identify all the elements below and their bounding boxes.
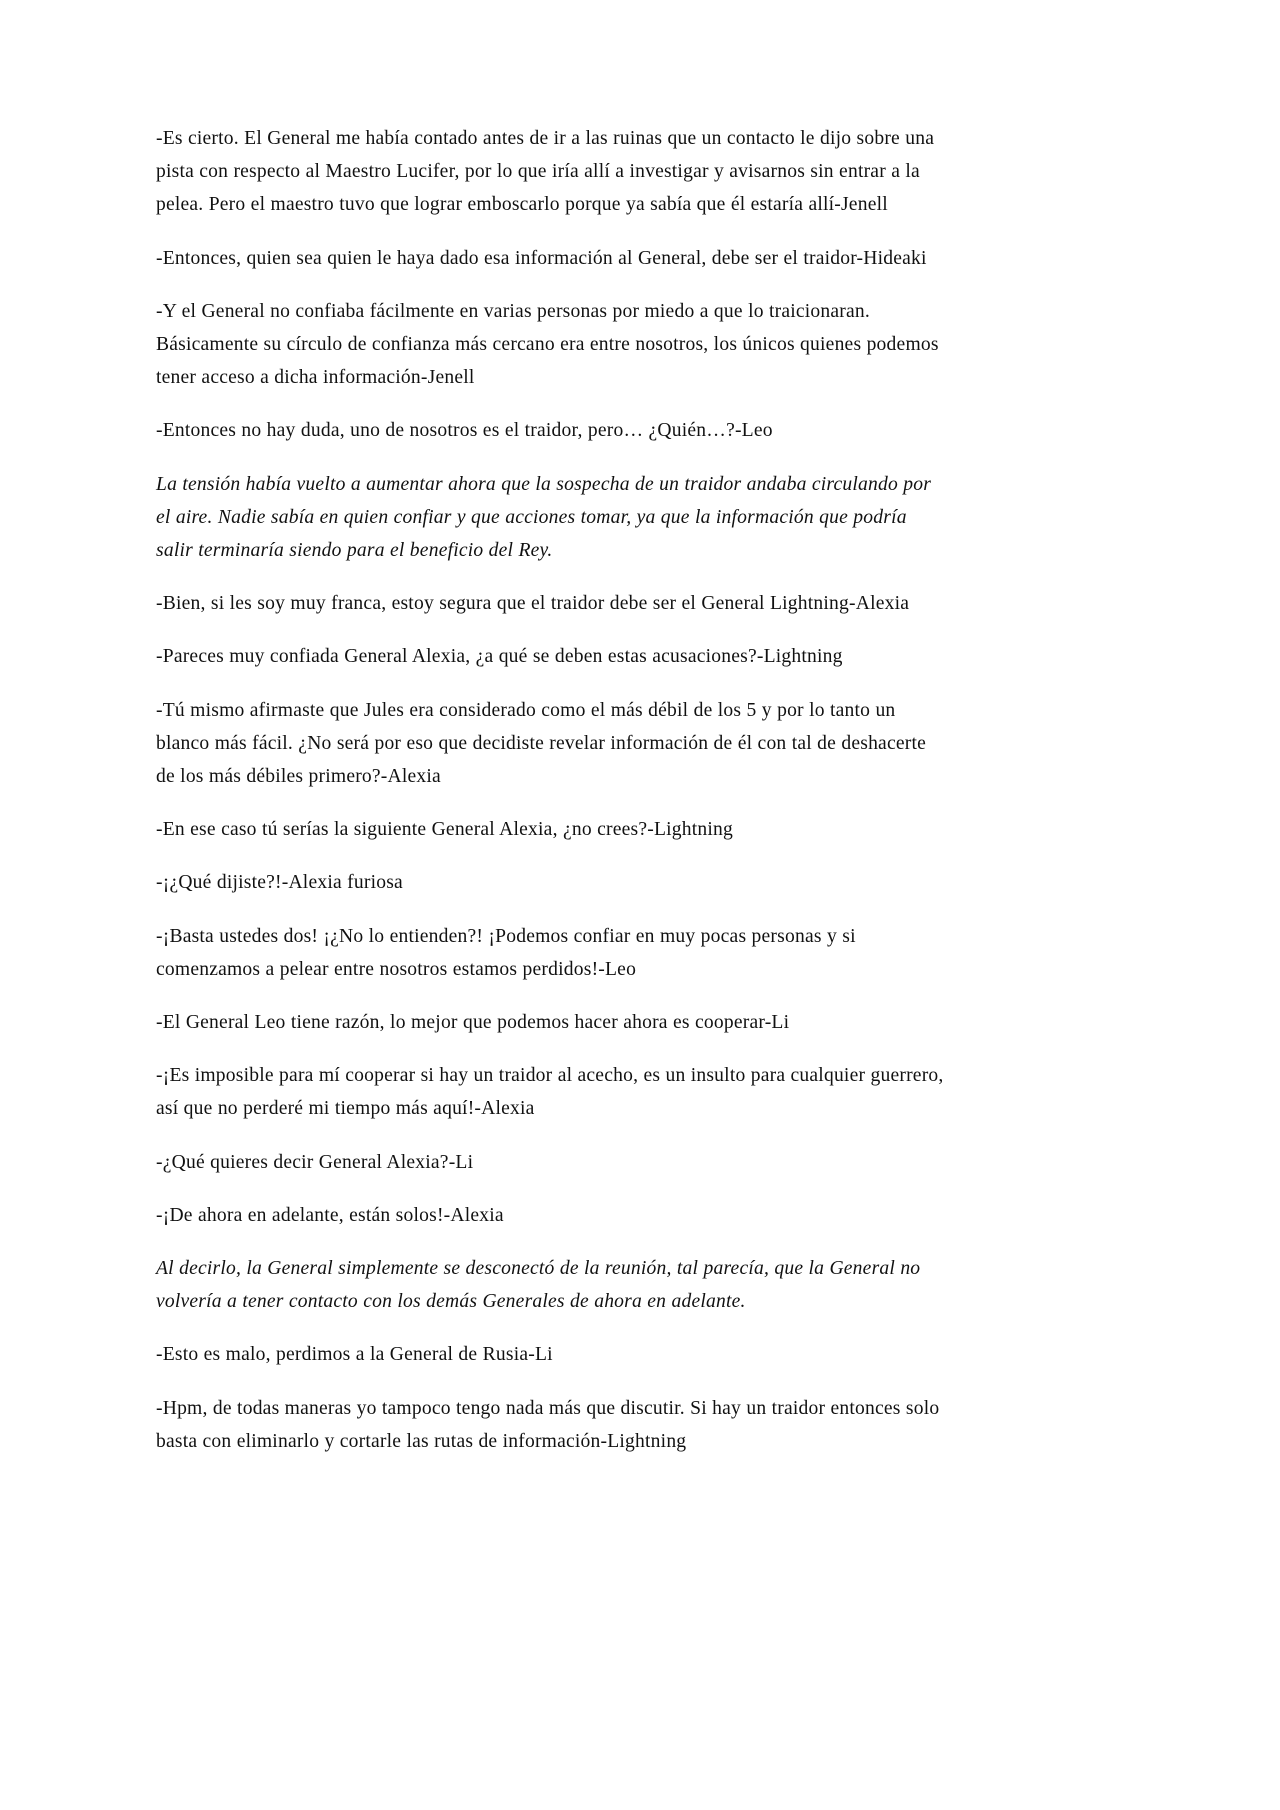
paragraph-dialogue: -El General Leo tiene razón, lo mejor que podemos hacer ahora es cooperar-Li [156, 1012, 790, 1034]
paragraph-dialogue: -Esto es malo, perdimos a la General de Rusia-Li [156, 1344, 553, 1366]
paragraph-dialogue: -En ese caso tú serías la siguiente General Alexia, ¿no crees?-Lightning [156, 819, 734, 841]
paragraph-dialogue: -¡Es imposible para mí cooperar si hay un traidor al acecho, es un insulto para cualquier guerrero, así que no perderé mi tiempo más aquí!-Alexia [156, 1065, 949, 1120]
paragraph-dialogue: -Hpm, de todas maneras yo tampoco tengo nada más que discutir. Si hay un traidor entonces solo basta con eliminarlo y cortarle las rutas de información-Lightning [156, 1397, 945, 1452]
paragraph-dialogue: -¡Basta ustedes dos! ¡¿No lo entienden?! ¡Podemos confiar en muy pocas personas y si comenzamos a pelear entre nosotros estamos perdidos!-Leo [156, 925, 862, 980]
paragraph-dialogue: -Tú mismo afirmaste que Jules era considerado como el más débil de los 5 y por lo tanto un blanco más fácil. ¿No será por eso que decidiste revelar información de él con tal de deshacerte de los más débiles primero?-Alexia [156, 699, 932, 788]
paragraph-dialogue: -¡¿Qué dijiste?!-Alexia furiosa [156, 872, 403, 894]
paragraph-dialogue: -Entonces no hay duda, uno de nosotros es el traidor, pero… ¿Quién…?-Leo [156, 420, 773, 442]
paragraph-dialogue: -Pareces muy confiada General Alexia, ¿a qué se deben estas acusaciones?-Lightning [156, 646, 843, 668]
paragraph-dialogue: -Y el General no confiaba fácilmente en varias personas por miedo a que lo traicionaran. Básicamente su círculo de confianza más cercano era entre nosotros, los únicos quienes podemos tener acceso a dicha información-Jenell [156, 300, 944, 389]
paragraph-dialogue: -Entonces, quien sea quien le haya dado esa información al General, debe ser el traidor-Hideaki [156, 247, 927, 269]
paragraph-dialogue: -Es cierto. El General me había contado antes de ir a las ruinas que un contacto le dijo sobre una pista con respecto al Maestro Lucifer, por lo que iría allí a investigar y avisarnos sin entrar a la pelea. Pero el maestro tuvo que lograr emboscarlo porque ya sabía que él estaría allí-Jenell [156, 128, 940, 216]
paragraph-dialogue: -¿Qué quieres decir General Alexia?-Li [156, 1151, 474, 1173]
document-text-column [156, 122, 948, 1458]
paragraph-dialogue: -Bien, si les soy muy franca, estoy segura que el traidor debe ser el General Lightning-Alexia [156, 593, 910, 615]
paragraph-narration: La tensión había vuelto a aumentar ahora que la sospecha de un traidor andaba circulando por el aire. Nadie sabía en quien confiar y que acciones tomar, ya que la información que podría salir terminaría siendo para el beneficio del Rey. [156, 473, 937, 562]
paragraph-narration: Al decirlo, la General simplemente se desconectó de la reunión, tal parecía, que la General no volvería a tener contacto con los demás Generales de ahora en adelante. [156, 1258, 926, 1313]
paragraph-dialogue: -¡De ahora en adelante, están solos!-Alexia [156, 1204, 504, 1226]
